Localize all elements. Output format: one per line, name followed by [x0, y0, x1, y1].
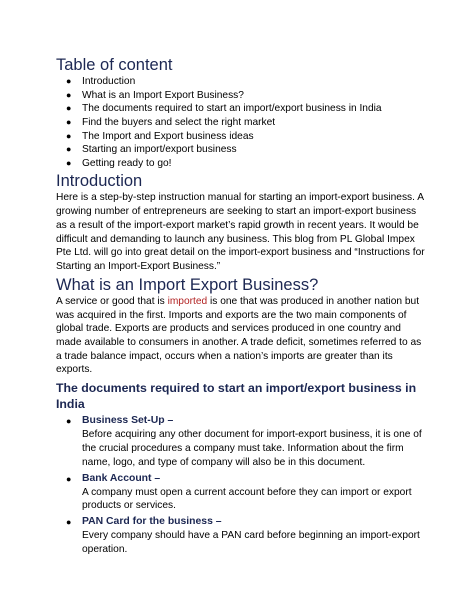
what-heading: What is an Import Export Business?: [56, 275, 319, 294]
toc-list: [56, 75, 426, 170]
bullet-dot-icon: ●: [66, 416, 72, 427]
bullet-dot-icon: ●: [66, 516, 72, 527]
docs-list: [56, 414, 426, 556]
docs-item-desc: Every company should have a PAN card before beginning an import-export operation.: [82, 529, 420, 555]
intro-heading: Introduction: [56, 172, 143, 191]
docs-item-title: Bank Account –: [82, 472, 161, 484]
bullet-dot-icon: ●: [66, 76, 72, 87]
document-content: [56, 56, 426, 556]
docs-item-title: Business Set-Up –: [82, 415, 174, 427]
docs-item: [56, 515, 426, 556]
toc-item: ● Introduction: [66, 76, 136, 88]
toc-item: ● The Import and Export business ideas: [66, 130, 254, 142]
bullet-dot-icon: ●: [66, 103, 72, 114]
bullet-dot-icon: ●: [66, 144, 72, 155]
docs-item: [56, 472, 426, 513]
toc-item: ● What is an Import Export Business?: [66, 89, 244, 101]
bullet-dot-icon: ●: [66, 157, 72, 168]
bullet-dot-icon: ●: [66, 89, 72, 100]
docs-item: [56, 414, 426, 469]
bullet-dot-icon: ●: [66, 473, 72, 484]
toc-item: ● Find the buyers and select the right market: [66, 116, 276, 128]
docs-item-desc: Before acquiring any other document for import-export business, it is one of the crucial procedures a company must take. Information about the firm name, logo, and type of company will also be in this document.: [82, 429, 422, 468]
intro-paragraph: Here is a step-by-step instruction manual for starting an import-export business. A growing number of entrepreneurs are seeking to start an import-export business as a result of the import-export market’s rapid growth in recent years. It would be difficult and demanding to launch any business. This blog from PL Global Impex Pte Ltd. will go into great detail on the import-export business and “Instructions for Starting an Import-Export Business.”: [56, 192, 425, 272]
docs-heading: The documents required to start an import/export business in India: [56, 381, 417, 412]
docs-item-title: PAN Card for the business –: [82, 515, 222, 527]
what-paragraph: A service or good that is imported is one that was produced in another nation but was acquired in the first. Imports and exports are the two main components of global trade. Exports are products and services produced in one country and made available to consumers in another. A trade deficit, sometimes referred to as a trade balance impact, occurs when a nation’s imports are greater than its exports.: [56, 295, 422, 376]
toc-heading: Table of content: [56, 56, 173, 74]
toc-item: ● Starting an import/export business: [66, 144, 237, 156]
docs-item-desc: A company must open a current account before they can import or export products or services.: [82, 486, 412, 512]
toc-item: ● The documents required to start an import/export business in India: [66, 103, 382, 115]
bullet-dot-icon: ●: [66, 130, 72, 141]
toc-item: ● Getting ready to go!: [66, 157, 172, 169]
imported-link[interactable]: imported: [167, 295, 208, 307]
bullet-dot-icon: ●: [66, 116, 72, 127]
